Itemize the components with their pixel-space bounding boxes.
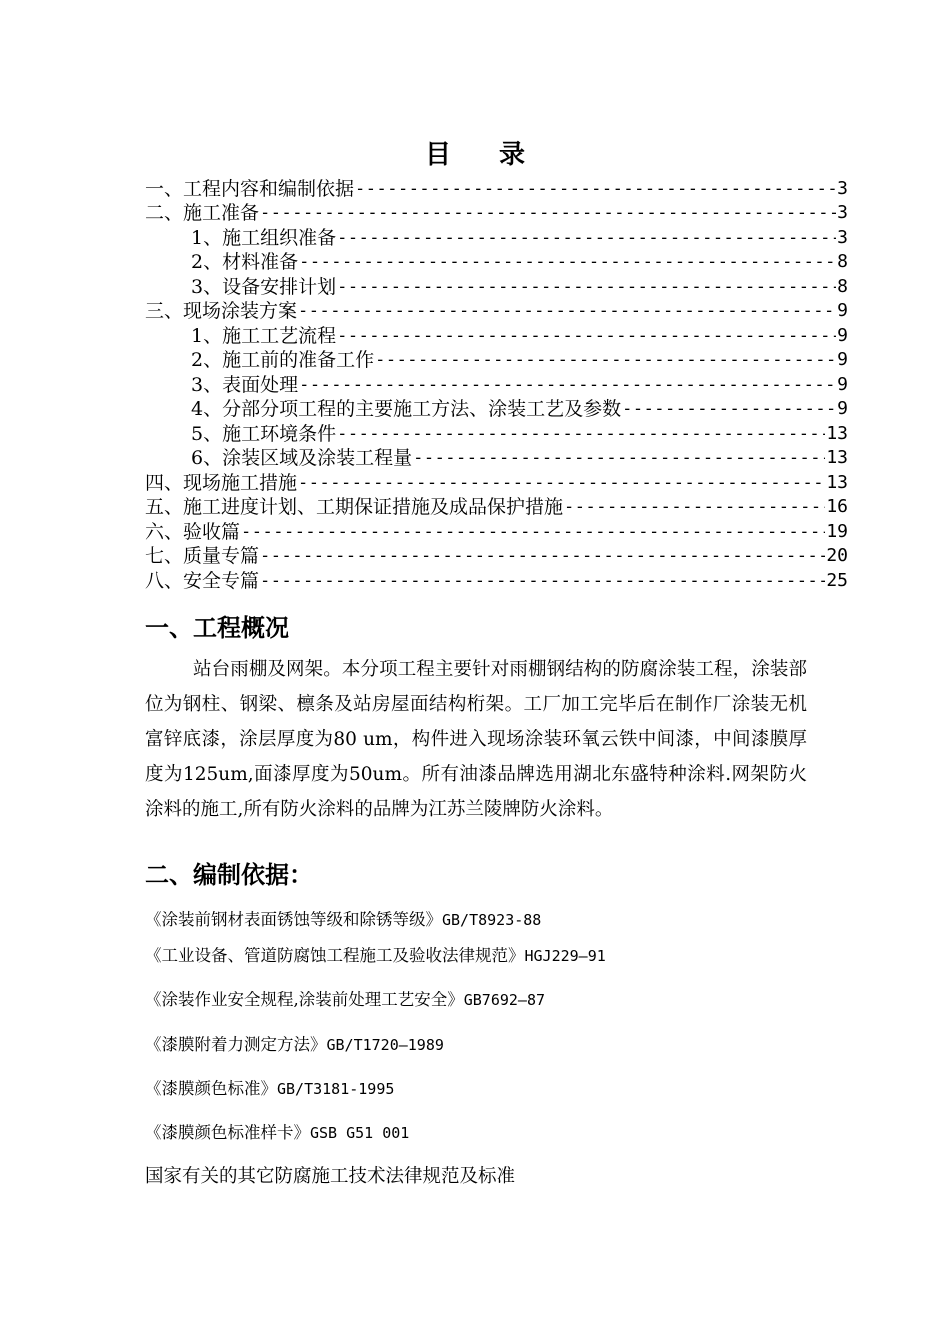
toc-entry-label: 6、涂装区域及涂装工程量 <box>191 447 413 469</box>
toc-entry[interactable] <box>145 298 848 323</box>
toc-leader <box>337 227 836 249</box>
toc-leader <box>337 423 825 445</box>
toc-entry-label: 一、工程内容和编制依据 <box>145 177 355 200</box>
toc-entry-page: 9 <box>837 398 848 419</box>
toc-entry-label: 2、施工前的准备工作 <box>191 349 375 371</box>
toc-entry-page: 9 <box>837 349 848 370</box>
toc-leader <box>260 545 825 567</box>
reference-code: HGJ229—91 <box>524 947 606 965</box>
toc-leader <box>413 447 825 469</box>
toc-entry-label: 3、设备安排计划 <box>191 275 337 298</box>
reference-name: 《漆膜颜色标准》 <box>145 1079 277 1098</box>
toc-entry[interactable] <box>145 543 848 568</box>
reference-name: 《涂装前钢材表面锈蚀等级和除锈等级》 <box>145 910 442 929</box>
toc-leader <box>298 472 825 494</box>
toc-subentry[interactable] <box>145 420 848 445</box>
section-heading-overview: 一、工程概况 <box>145 613 289 642</box>
toc-entry-label: 七、质量专篇 <box>145 545 260 567</box>
toc-entry-page: 25 <box>826 569 848 591</box>
reference-standard <box>145 1031 444 1055</box>
toc-entry[interactable] <box>145 567 848 592</box>
toc-leader <box>337 325 836 347</box>
toc-entry-page: 9 <box>837 373 848 395</box>
toc-entry-label: 1、施工组织准备 <box>191 226 337 249</box>
reference-code: GB7692—87 <box>463 991 546 1009</box>
toc-entry-label: 六、验收篇 <box>145 520 241 543</box>
toc-title: 目录 <box>424 140 573 170</box>
toc-subentry[interactable] <box>145 445 848 470</box>
toc-entry[interactable] <box>145 200 848 225</box>
reference-name: 《漆膜颜色标准样卡》 <box>145 1123 310 1142</box>
toc-entry-page: 3 <box>837 226 848 248</box>
toc-leader <box>260 202 836 224</box>
toc-entry-label: 2、材料准备 <box>191 251 299 273</box>
toc-entry-label: 3、表面处理 <box>191 373 299 396</box>
reference-standard <box>145 986 545 1010</box>
toc-entry-label: 5、施工环境条件 <box>191 422 337 445</box>
reference-name: 《涂装作业安全规程,涂装前处理工艺安全》 <box>145 990 464 1009</box>
overview-paragraph: 站台雨棚及网架。本分项工程主要针对雨棚钢结构的防腐涂装工程，涂装部位为钢柱、钢梁、檩条及站房屋面结构桁架。工厂加工完毕后在制作厂涂装无机富锌底漆，涂层厚度为80 um，构件进入现场涂装环氧云铁中间漆，中间漆膜厚度为125um,面漆厚度为50um。所有油漆品牌选用湖北东盛特种涂料.网架防火涂料的施工,所有防火涂料的品牌为江苏兰陵牌防火涂料。 <box>145 659 807 820</box>
reference-code: GB/T3181-1995 <box>277 1080 395 1098</box>
toc-entry-page: 8 <box>837 251 848 272</box>
toc-subentry[interactable] <box>145 347 848 372</box>
reference-name: 国家有关的其它防腐施工技术法律规范及标准 <box>145 1166 516 1187</box>
toc-entry[interactable] <box>145 175 848 200</box>
toc-entry-page: 13 <box>826 471 848 493</box>
toc-entry[interactable] <box>145 469 848 494</box>
toc-leader <box>260 570 825 592</box>
toc-subentry[interactable] <box>145 249 848 274</box>
toc-leader <box>298 300 836 322</box>
reference-name: 《漆膜附着力测定方法》 <box>145 1035 327 1054</box>
toc-leader <box>564 496 825 518</box>
toc-subentry[interactable] <box>145 322 848 347</box>
toc-entry-page: 20 <box>826 545 848 566</box>
toc-subentry[interactable] <box>145 273 848 298</box>
reference-code: GB/T8923-88 <box>442 911 542 929</box>
toc-leader <box>375 349 836 371</box>
toc-entry-label: 四、现场施工措施 <box>145 471 298 494</box>
toc-entry-page: 9 <box>837 324 848 346</box>
toc-entry-page: 16 <box>826 496 848 517</box>
table-of-contents <box>145 175 848 592</box>
reference-standard <box>145 1162 515 1188</box>
toc-leader <box>355 178 836 200</box>
toc-entry-label: 八、安全专篇 <box>145 569 260 592</box>
reference-standard <box>145 1075 394 1099</box>
reference-name: 《工业设备、管道防腐蚀工程施工及验收法律规范》 <box>145 946 525 965</box>
section-heading-basis: 二、编制依据： <box>145 860 313 889</box>
toc-leader <box>337 276 836 298</box>
toc-entry-label: 二、施工准备 <box>145 202 260 224</box>
toc-entry[interactable] <box>145 518 848 543</box>
toc-entry-label: 4、分部分项工程的主要施工方法、涂装工艺及参数 <box>191 398 622 420</box>
reference-standard <box>145 906 541 930</box>
reference-code: GSB G51 001 <box>310 1124 410 1142</box>
toc-entry-page: 8 <box>837 275 848 297</box>
toc-entry-page: 13 <box>826 422 848 444</box>
toc-subentry[interactable] <box>145 371 848 396</box>
toc-entry-page: 3 <box>837 202 848 223</box>
toc-entry-page: 13 <box>826 447 848 468</box>
toc-leader <box>241 521 825 543</box>
toc-entry[interactable] <box>145 494 848 519</box>
toc-entry-page: 3 <box>837 177 848 199</box>
reference-code: GB/T1720—1989 <box>326 1036 444 1054</box>
toc-subentry[interactable] <box>145 396 848 421</box>
toc-entry-label: 三、现场涂装方案 <box>145 300 298 322</box>
toc-entry-page: 19 <box>826 520 848 542</box>
toc-entry-page: 9 <box>837 300 848 321</box>
toc-entry-label: 1、施工工艺流程 <box>191 324 337 347</box>
toc-leader <box>299 374 836 396</box>
toc-entry-label: 五、施工进度计划、工期保证措施及成品保护措施 <box>145 496 564 518</box>
toc-leader <box>622 398 836 420</box>
toc-leader <box>299 251 836 273</box>
toc-subentry[interactable] <box>145 224 848 249</box>
reference-standard <box>145 1119 409 1143</box>
reference-standard <box>145 942 606 966</box>
